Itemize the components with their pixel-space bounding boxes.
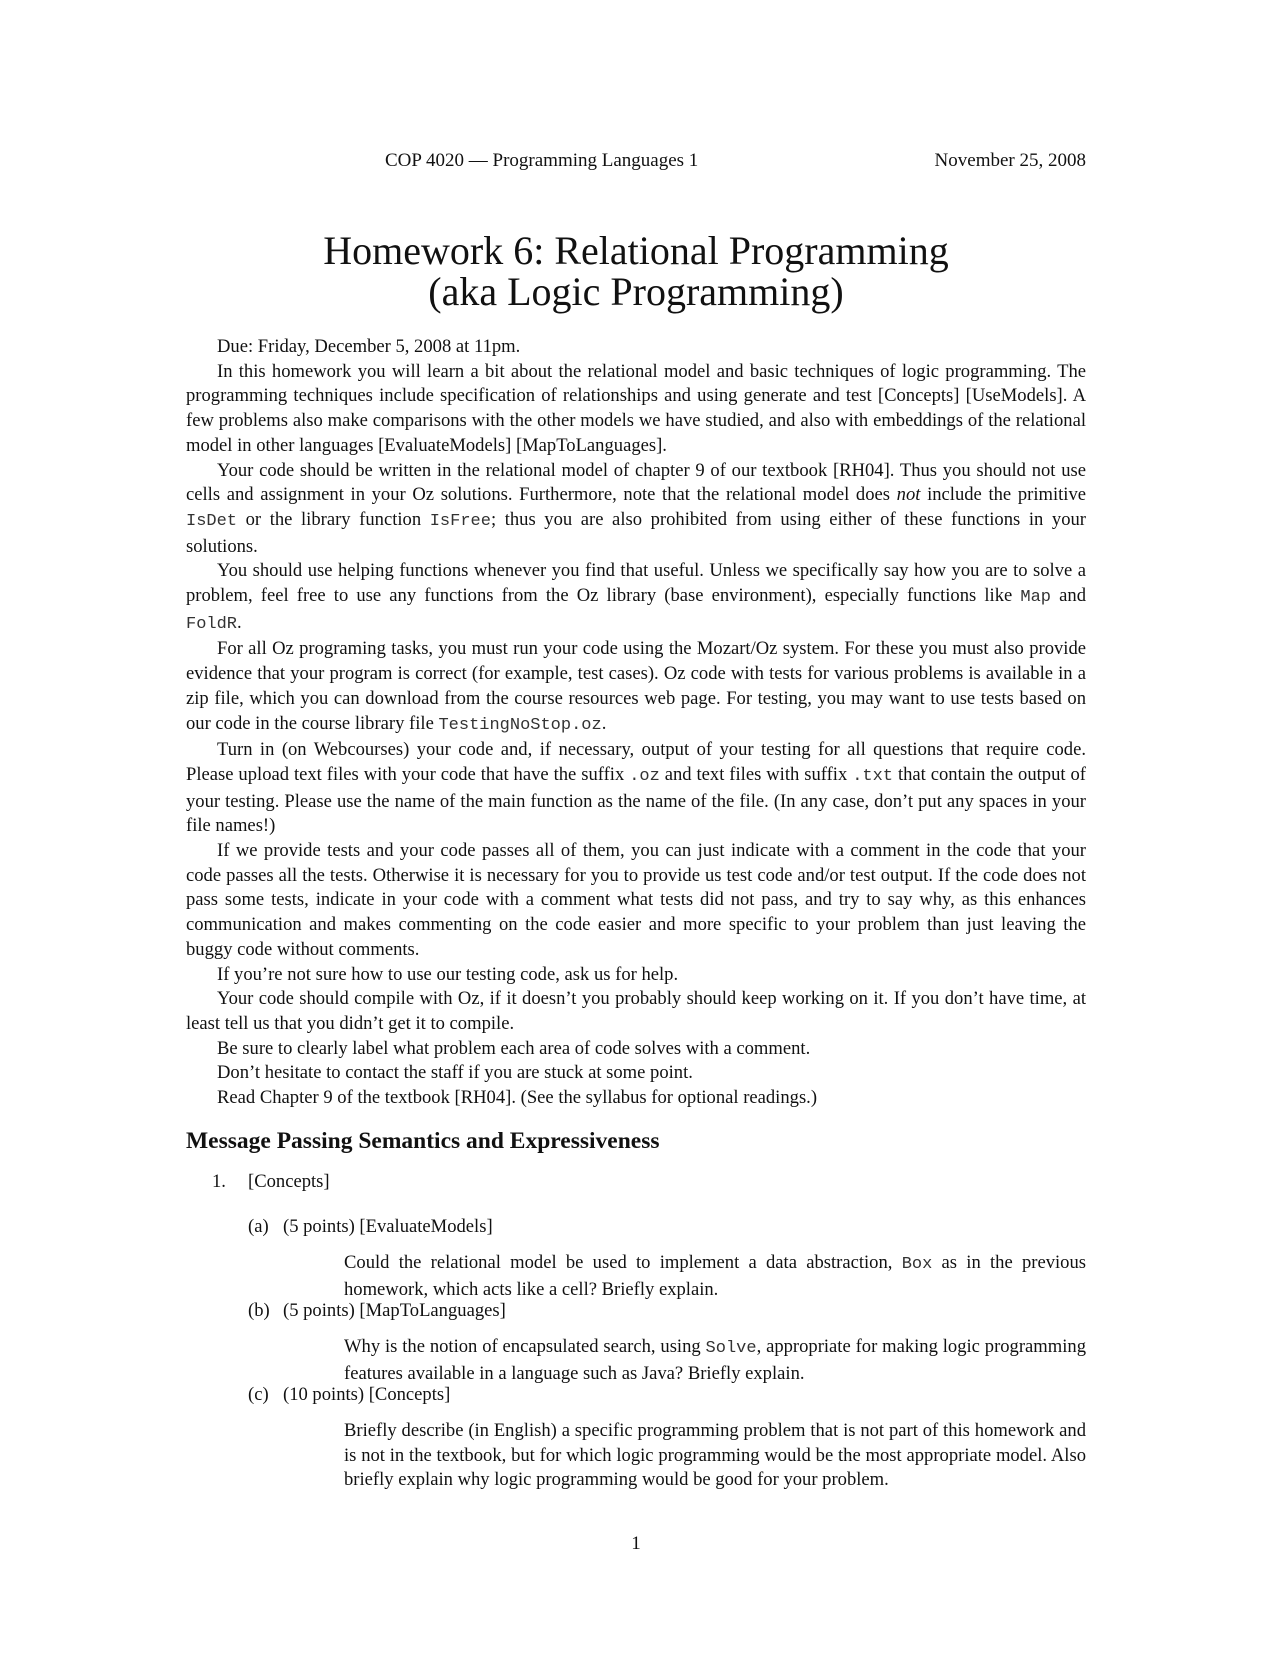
due-date: Due: Friday, December 5, 2008 at 11pm. (217, 336, 521, 357)
intro-paragraph-9: Be sure to clearly label what problem each area of code solves with a comment. (217, 1037, 811, 1059)
part-letter: (b) (248, 1300, 270, 1321)
code-oz-suffix: .oz (629, 766, 660, 786)
part-letter: (a) (248, 1216, 269, 1237)
code-isfree: IsFree (429, 511, 491, 531)
part-heading: (5 points) [MapToLanguages] (283, 1300, 506, 1321)
text-run: Turn in (on Webcourses) your code and, if necessary, output of your testing for all questions that require code. Please upload text files with your code that have the suffix (186, 739, 1086, 785)
text-run: Why is the notion of encapsulated search, using (344, 1336, 706, 1357)
document-title (186, 230, 1086, 312)
intro-paragraph-8: Your code should compile with Oz, if it doesn’t you probably should keep working on it. If you don’t have time, at least tell us that you didn’t get it to compile. (186, 988, 1086, 1034)
part-letter: (c) (248, 1384, 269, 1405)
text-run: that contain the output of your testing. Please use the name of the main function as the name of the file. (In any case, don’t put any spaces in your file names!) (186, 763, 1086, 837)
part-description: Briefly describe (in English) a specific programming problem that is not part of this homework and is not in the textbook, but for which logic programming would be the most appropriate model. Also briefly explain why logic programming would be good for your problem. (344, 1420, 1086, 1491)
problem-label: [Concepts] (248, 1171, 330, 1192)
title-line-2: (aka Logic Programming) (428, 269, 844, 314)
intro-body (186, 335, 1086, 1111)
text-run: or the library function (237, 508, 430, 530)
part-heading: (5 points) [EvaluateModels] (283, 1216, 493, 1237)
part-heading: (10 points) [Concepts] (283, 1384, 451, 1405)
part-description (344, 1335, 1086, 1386)
intro-paragraph-5 (186, 738, 1086, 839)
text-run: . (601, 712, 607, 734)
text-run: For all Oz programing tasks, you must run your code using the Mozart/Oz system. For these you must also provide evidence that your program is correct (for example, test cases). Oz code with tests for various problems is available in a zip file, which you can download from the course resources web page. For testing, you may want to use tests based on our code in the course library file (186, 638, 1086, 734)
intro-paragraph-6: If we provide tests and your code passes all of them, you can just indicate with a comment in the code that your code passes all the tests. Otherwise it is necessary for you to provide us test code and/or test output. If the code does not pass some tests, indicate in your code with a comment what tests did not pass, and try to say why, as this enhances communication and makes commenting on the code easier and more specific to your problem than just leaving the buggy code without comments. (186, 840, 1086, 960)
text-run: and text files with suffix (659, 763, 853, 785)
intro-paragraph-3 (186, 559, 1086, 637)
code-testing-file: TestingNoStop.oz (438, 715, 602, 735)
course-name: COP 4020 — Programming Languages 1 (385, 150, 699, 171)
text-run: . (237, 611, 242, 633)
text-run: You should use helping functions whenever you find that useful. Unless we specifically say how you are to solve a problem, feel free to use any functions from the Oz library (base environment), especially functions like (186, 560, 1086, 607)
code-box: Box (901, 1255, 933, 1274)
code-map: Map (1020, 588, 1052, 608)
code-txt-suffix: .txt (852, 766, 894, 786)
intro-paragraph-7: If you’re not sure how to use our testing code, ask us for help. (217, 963, 679, 985)
code-foldr: FoldR (186, 614, 238, 634)
intro-paragraph-11: Read Chapter 9 of the textbook [RH04]. (See the syllabus for optional readings.) (217, 1087, 818, 1109)
text-run: and (1051, 585, 1086, 607)
text-run: , appropriate for making logic programming features available in a language such as Java? Briefly explain. (344, 1336, 1086, 1384)
text-run: ; thus you are also prohibited from using either of these functions in your solutions. (186, 508, 1086, 557)
code-solve: Solve (705, 1339, 757, 1358)
page-number: 1 (631, 1533, 641, 1554)
intro-paragraph-10: Don’t hesitate to contact the staff if you are stuck at some point. (217, 1062, 693, 1084)
problem-number: 1. (212, 1171, 226, 1192)
text-run: Could the relational model be used to implement a data abstraction, (344, 1252, 902, 1273)
intro-paragraph-4 (186, 637, 1086, 738)
code-isdet: IsDet (186, 511, 238, 531)
intro-paragraph-1: In this homework you will learn a bit about the relational model and basic techniques of logic programming. The programming techniques include specification of relationships and using generate and test [Concepts] [UseModels]. A few problems also make comparisons with the other models we have studied, and also with embeddings of the relational model in other languages [EvaluateModels] [MapToLanguages]. (186, 360, 1086, 456)
emphasis-not: not (896, 484, 921, 506)
part-description (344, 1251, 1086, 1302)
section-heading: Message Passing Semantics and Expressiveness (186, 1128, 660, 1154)
header-date: November 25, 2008 (934, 150, 1086, 171)
text-run: include the primitive (920, 484, 1086, 506)
text-run: as in the previous homework, which acts like a cell? Briefly explain. (344, 1252, 1087, 1300)
text-run: Your code should be written in the relational model of chapter 9 of our textbook [RH04]. Thus you should not use cells and assignment in your Oz solutions. Furthermore, note that the relational model does (186, 459, 1086, 506)
intro-paragraph-2 (186, 459, 1086, 560)
title-line-1: Homework 6: Relational Programming (323, 228, 949, 273)
